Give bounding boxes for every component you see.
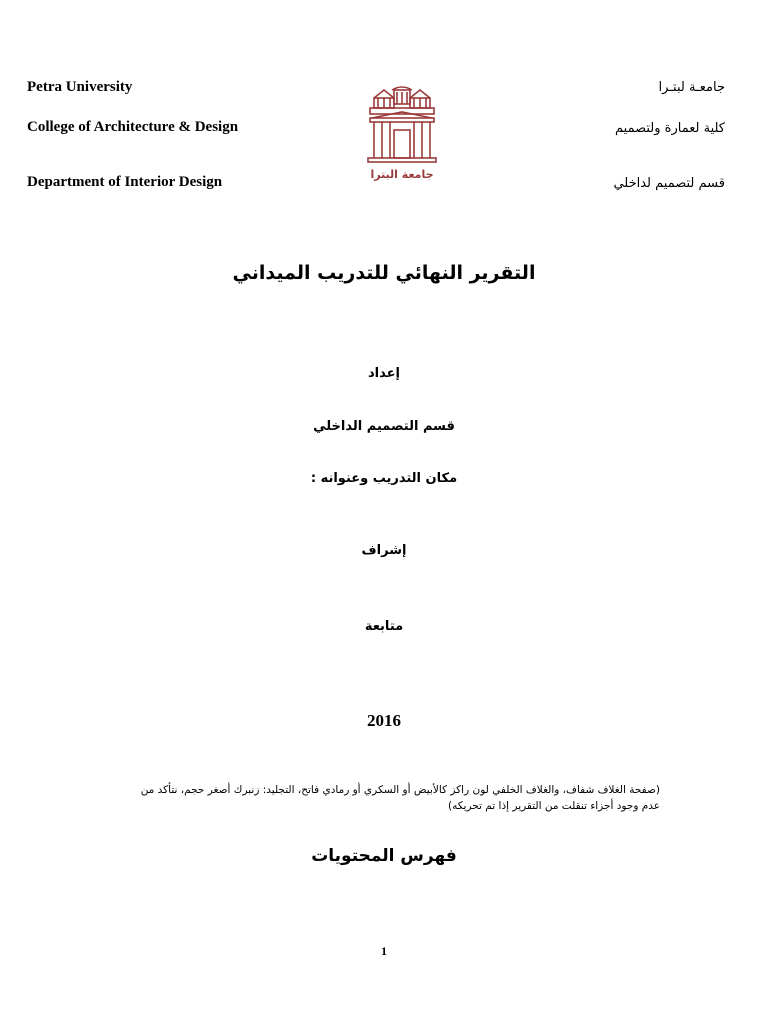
- logo-caption: جامعة البترا: [370, 168, 434, 181]
- supervision-label: إشراف: [361, 543, 407, 558]
- binding-note-line-1: (صفحة الغلاف شفاف، والغلاف الخلفي لون راكز كالأبيض أو السكري أو رمادي فاتح، التجليد: زنبرك أصغر حجم، نتأكد من: [140, 784, 660, 796]
- binding-note: [100, 782, 660, 814]
- page-number: 1: [381, 944, 387, 958]
- department-name-en: Department of Interior Design: [27, 174, 223, 190]
- training-location-label: مكان التدريب وعنوانه :: [310, 471, 458, 486]
- binding-note-line-2: عدم وجود أجزاء تنقلت من التقرير إذا تم تحريكه): [448, 800, 660, 812]
- report-title: التقرير النهائي للتدريب الميداني: [232, 262, 536, 284]
- contents-title: فهرس المحتويات: [311, 846, 457, 866]
- prepared-by-label: إعداد: [368, 366, 400, 381]
- report-year: 2016: [367, 711, 401, 730]
- followup-label: متابعة: [364, 619, 404, 634]
- petra-university-logo: [364, 84, 440, 188]
- college-name-en: College of Architecture & Design: [27, 119, 239, 135]
- department-label: قسم التصميم الداخلي: [313, 419, 455, 434]
- college-name-ar: كلية لعمارة ولتصميم: [615, 121, 725, 136]
- department-name-ar: قسم لتصميم لداخلي: [613, 176, 725, 191]
- university-name-en: Petra University: [27, 79, 133, 95]
- university-name-ar: جامعـة لبتـرا: [658, 80, 725, 95]
